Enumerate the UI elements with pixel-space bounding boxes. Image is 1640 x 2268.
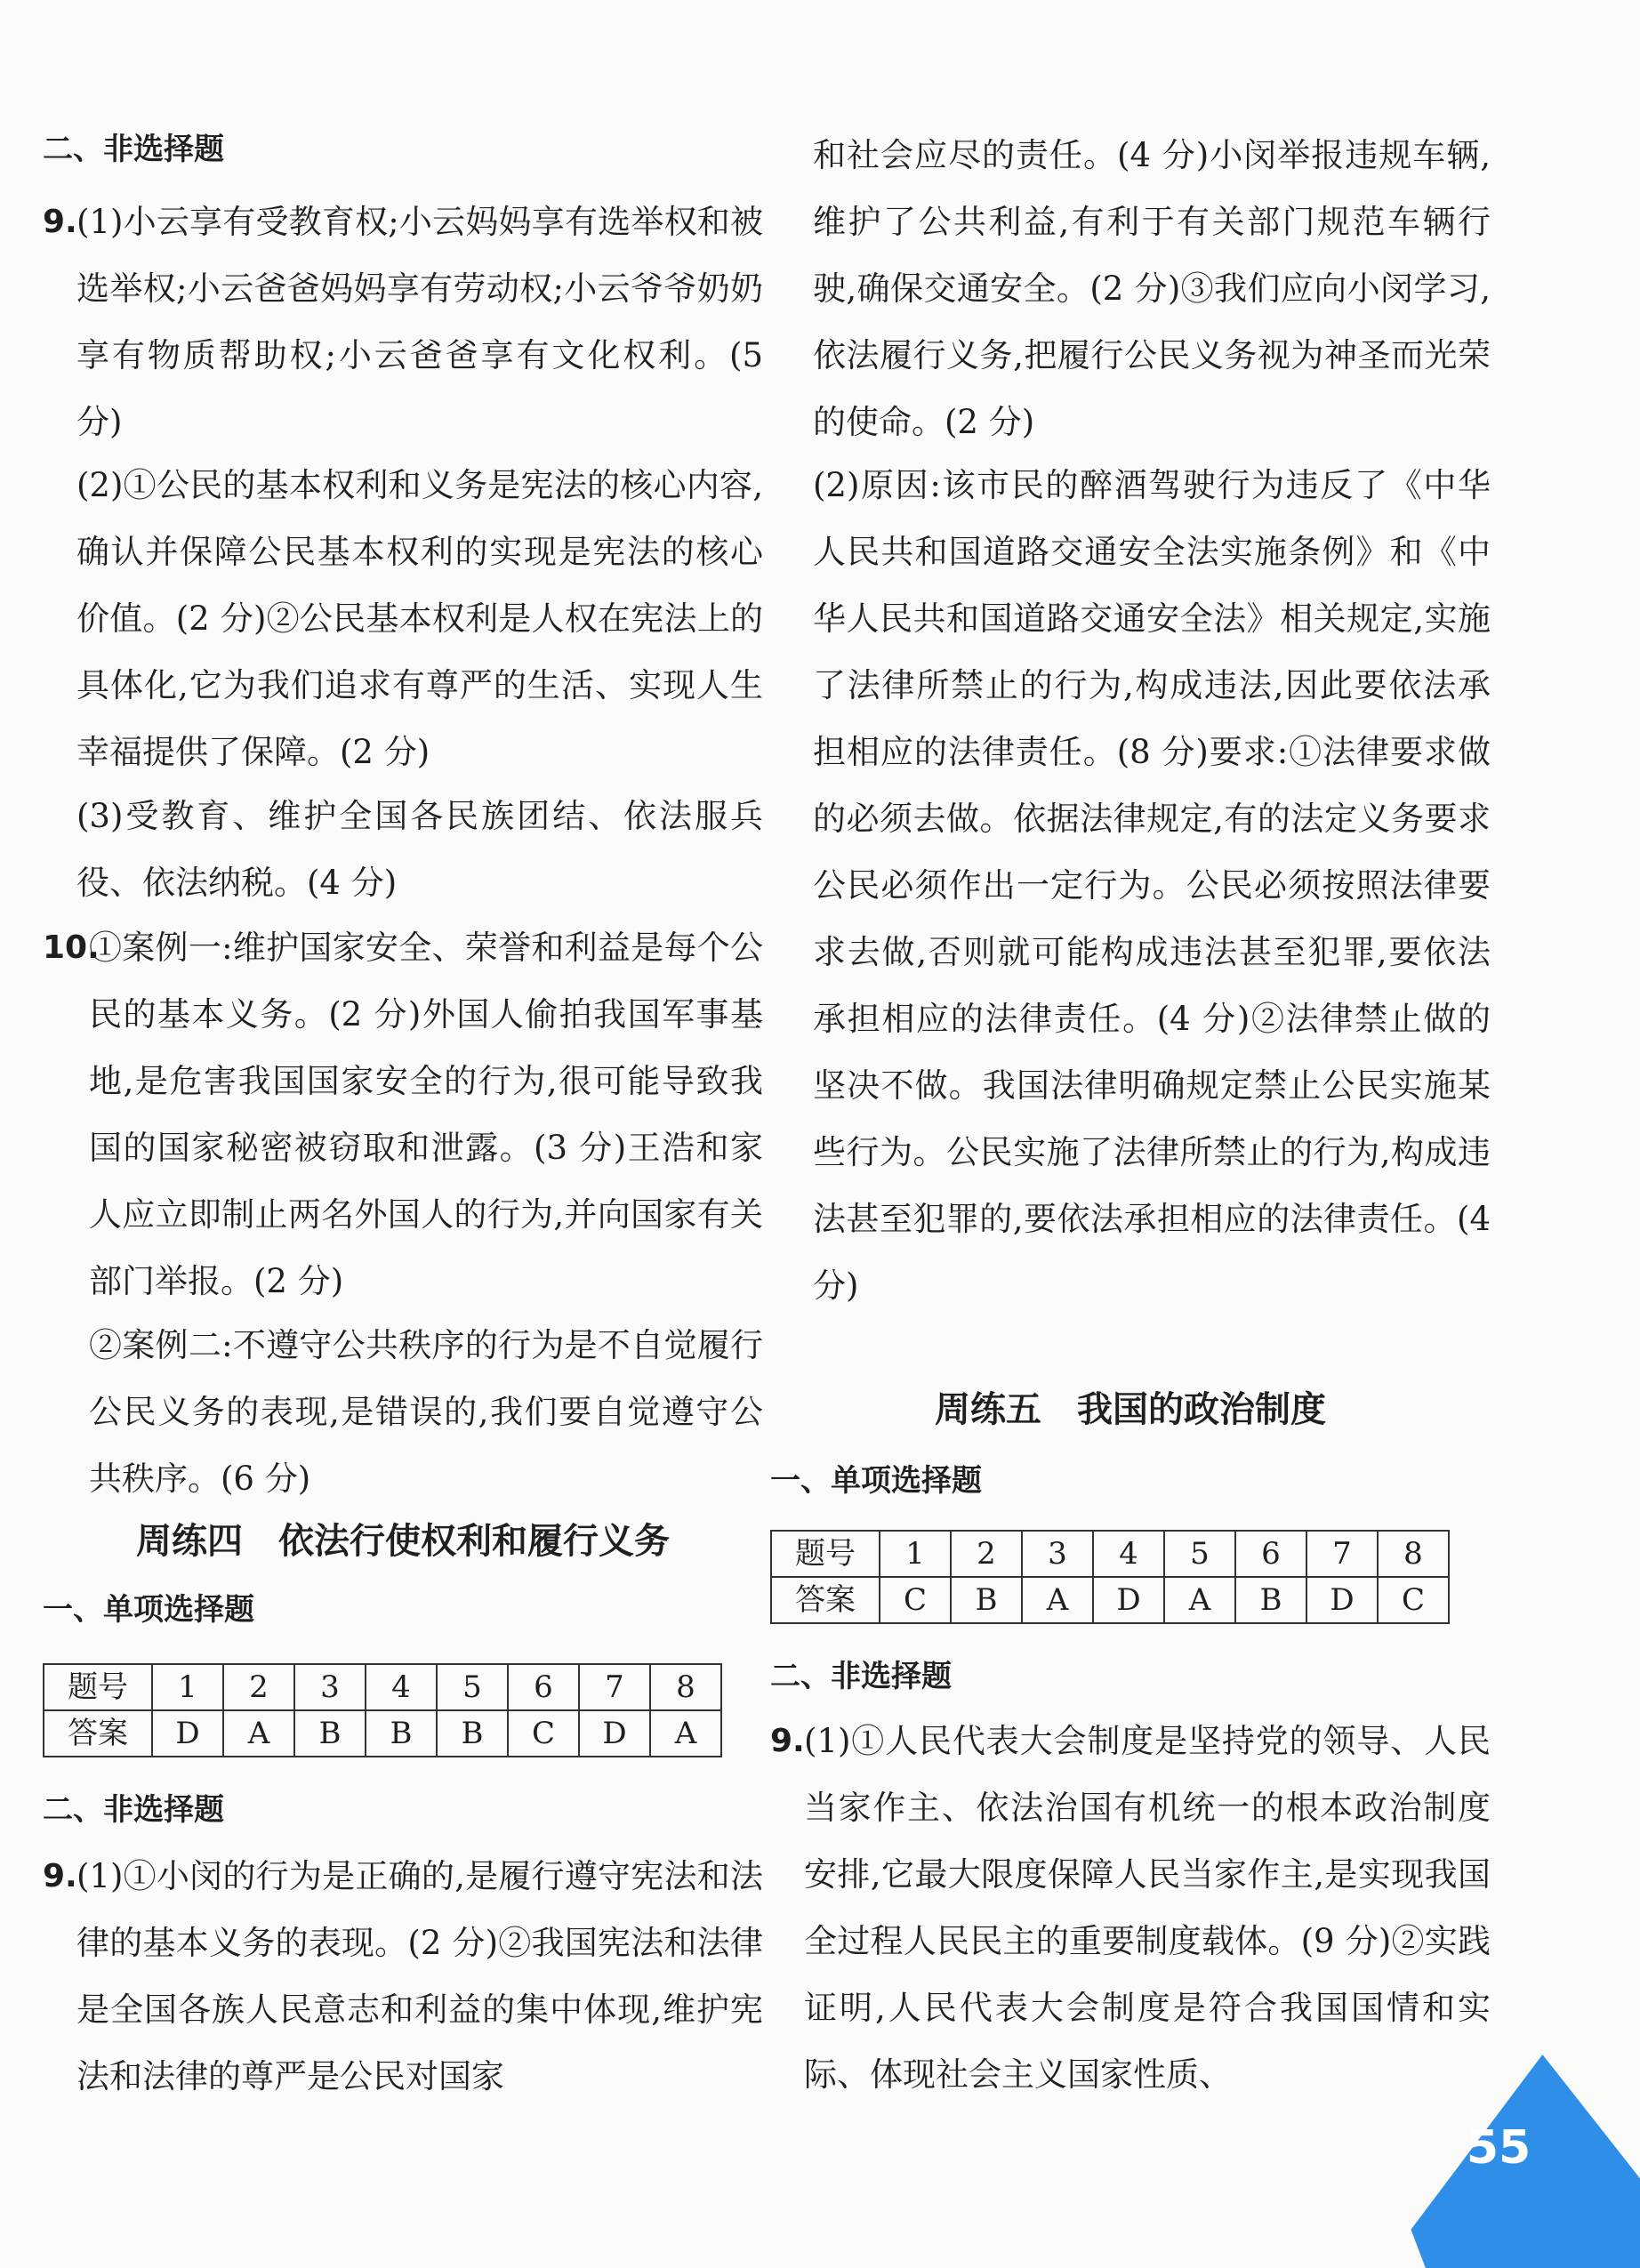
- section-title-nonchoice: 二、非选择题: [770, 1659, 952, 1694]
- table-cell: A: [1164, 1577, 1235, 1623]
- table-cell: 7: [579, 1664, 650, 1710]
- table-cell: A: [223, 1710, 294, 1757]
- question-10-part2: ②案例二:不遵守公共秩序的行为是不自觉履行公民义务的表现,是错误的,我们要自觉遵守公共秩序。(6 分): [89, 1326, 763, 1498]
- table-cell: 8: [650, 1664, 721, 1710]
- table-cell: B: [294, 1710, 366, 1757]
- page-number: 55: [1466, 2121, 1531, 2175]
- question-9-part2: (2)①公民的基本权利和义务是宪法的核心内容,确认并保障公民基本权利的实现是宪法的核心价值。(2 分)②公民基本权利是人权在宪法上的具体化,它为我们追求有尊严的生活、实现人生幸福提供了保障。(2 分): [76, 466, 763, 771]
- answer-text: ①案例一:维护国家安全、荣誉和利益是每个公民的基本义务。(2 分)外国人偷拍我国军事基地,是危害我国国家安全的行为,很可能导致我国的国家秘密被窃取和泄露。(3 分)王浩和家人应立即制止两名外国人的行为,并向国家有关部门举报。(2 分): [89, 929, 763, 1300]
- section-title-single-choice: 一、单项选择题: [770, 1463, 982, 1499]
- table-row-numbers: [44, 1664, 721, 1710]
- section-title-single-choice: 一、单项选择题: [43, 1592, 254, 1628]
- table-header-label: 题号: [771, 1531, 880, 1577]
- section-title-nonchoice: 二、非选择题: [43, 132, 224, 167]
- week5-title: 周练五 我国的政治制度: [935, 1388, 1326, 1430]
- table-cell: B: [1235, 1577, 1306, 1623]
- table-cell: 4: [366, 1664, 437, 1710]
- table-cell: 8: [1378, 1531, 1449, 1577]
- week5-question-9: [770, 1708, 1491, 2108]
- table-cell: A: [650, 1710, 721, 1757]
- table-cell: B: [437, 1710, 508, 1757]
- table-cell: 6: [1235, 1531, 1306, 1577]
- table-cell: 1: [880, 1531, 951, 1577]
- section-title-nonchoice: 二、非选择题: [43, 1792, 224, 1828]
- table-cell: C: [1378, 1577, 1449, 1623]
- table-cell: D: [1093, 1577, 1164, 1623]
- table-answer-label: 答案: [771, 1577, 880, 1623]
- table-cell: 3: [294, 1664, 366, 1710]
- continued-answer-part1: 和社会应尽的责任。(4 分)小闵举报违规车辆,维护了公共利益,有利于有关部门规范车辆行驶,确保交通安全。(2 分)③我们应向小闵学习,依法履行义务,把履行公民义务视为神圣而光荣的使命。(2 分): [813, 136, 1491, 441]
- question-number: 9.: [770, 1723, 805, 1759]
- table-cell: 6: [508, 1664, 579, 1710]
- table-row-answers: [771, 1577, 1449, 1623]
- table-answer-label: 答案: [44, 1710, 152, 1757]
- week4-title: 周练四 依法行使权利和履行义务: [136, 1520, 670, 1562]
- table-cell: A: [1022, 1577, 1093, 1623]
- question-9-part3: (3)受教育、维护全国各民族团结、依法服兵役、依法纳税。(4 分): [76, 797, 763, 902]
- table-cell: D: [1306, 1577, 1378, 1623]
- table-cell: C: [508, 1710, 579, 1757]
- question-number: 9.: [43, 204, 77, 240]
- continued-answer-part2: (2)原因:该市民的醉酒驾驶行为违反了《中华人民共和国道路交通安全法实施条例》和《中华人民共和国道路交通安全法》相关规定,实施了法律所禁止的行为,构成违法,因此要依法承担相应的法律责任。(8 分)要求:①法律要求做的必须去做。依据法律规定,有的法定义务要求公民必须作出一定行为。公民必须按照法律要求去做,否则就可能构成违法甚至犯罪,要依法承担相应的法律责任。(4 分)②法律禁止做的坚决不做。我国法律明确规定禁止公民实施某些行为。公民实施了法律所禁止的行为,构成违法甚至犯罪的,要依法承担相应的法律责任。(4 分): [813, 466, 1491, 1305]
- table-cell: C: [880, 1577, 951, 1623]
- table-cell: D: [152, 1710, 223, 1757]
- table-cell: 1: [152, 1664, 223, 1710]
- table-row-numbers: [771, 1531, 1449, 1577]
- table-cell: B: [951, 1577, 1022, 1623]
- answer-table-week4: [43, 1663, 722, 1757]
- week4-question-9: [43, 1843, 763, 2110]
- answer-text: (1)①人民代表大会制度是坚持党的领导、人民当家作主、依法治国有机统一的根本政治制度安排,它最大限度保障人民当家作主,是实现我国全过程人民民主的重要制度载体。(9 分)②实践证明,人民代表大会制度是符合我国国情和实际、体现社会主义国家性质、: [804, 1722, 1491, 2094]
- table-cell: 2: [951, 1531, 1022, 1577]
- question-number: 9.: [43, 1858, 77, 1894]
- table-header-label: 题号: [44, 1664, 152, 1710]
- table-cell: 3: [1022, 1531, 1093, 1577]
- answer-text: (1)①小闵的行为是正确的,是履行遵守宪法和法律的基本义务的表现。(2 分)②我国宪法和法律是全国各族人民意志和利益的集中体现,维护宪法和法律的尊严是公民对国家: [76, 1857, 763, 2095]
- table-cell: 2: [223, 1664, 294, 1710]
- question-9-part1: [43, 189, 763, 455]
- question-10-part1: [43, 914, 763, 1315]
- table-row-answers: [44, 1710, 721, 1757]
- table-cell: 7: [1306, 1531, 1378, 1577]
- table-cell: 4: [1093, 1531, 1164, 1577]
- table-cell: B: [366, 1710, 437, 1757]
- table-cell: 5: [1164, 1531, 1235, 1577]
- table-cell: D: [579, 1710, 650, 1757]
- question-number: 10.: [43, 929, 100, 966]
- table-cell: 5: [437, 1664, 508, 1710]
- answer-table-week5: [770, 1530, 1450, 1624]
- answer-text: (1)小云享有受教育权;小云妈妈享有选举权和被选举权;小云爸爸妈妈享有劳动权;小云爷爷奶奶享有物质帮助权;小云爸爸享有文化权利。(5 分): [76, 203, 763, 441]
